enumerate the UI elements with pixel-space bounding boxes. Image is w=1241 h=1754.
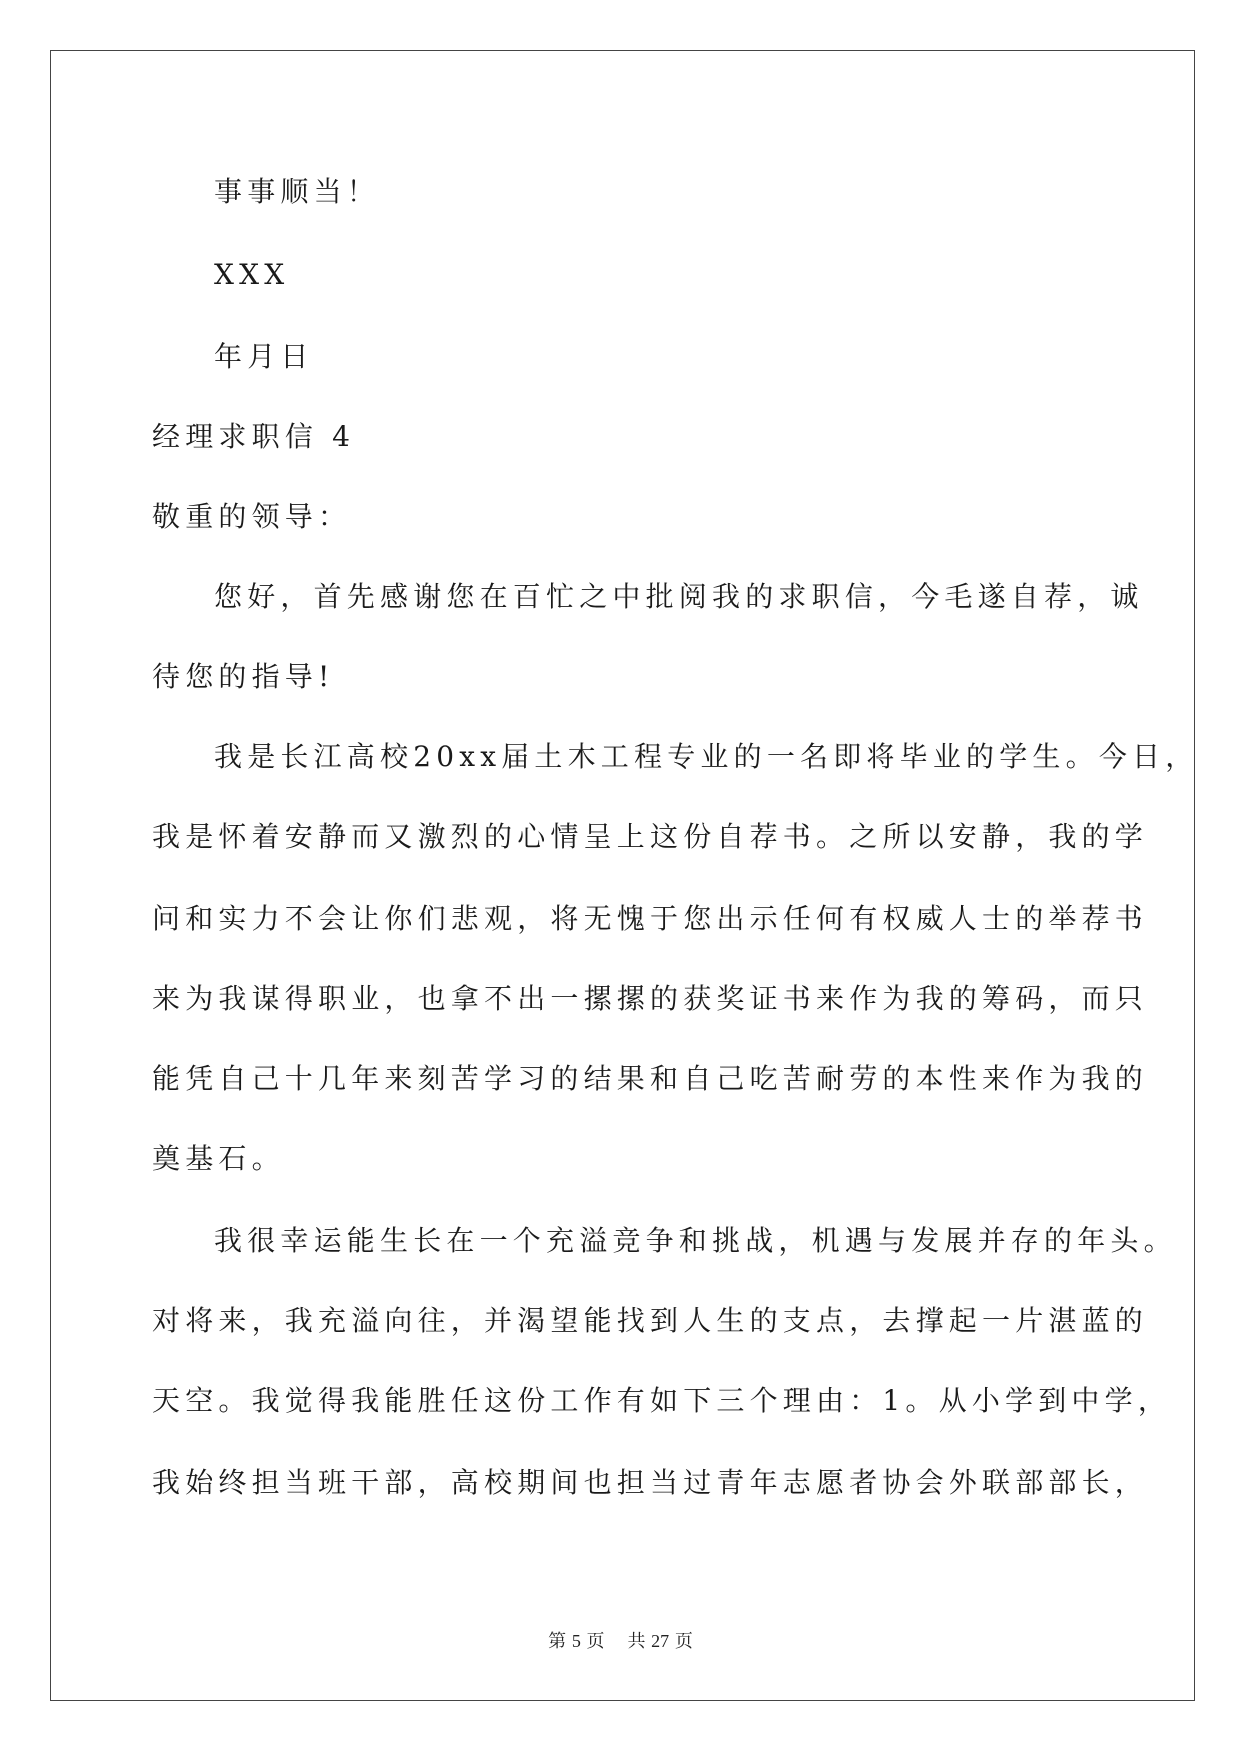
body-line: 我是长江高校20xx届土木工程专业的一名即将毕业的学生。今日， [214,740,1199,773]
body-line: 我是怀着安静而又激烈的心情呈上这份自荐书。之所以安静，我的学 [152,820,1149,853]
body-line: 我很幸运能生长在一个充溢竞争和挑战，机遇与发展并存的年头。 [214,1224,1177,1257]
signature-date: 年月日 [214,340,314,373]
footer-total-suffix: 页 [674,1631,693,1652]
page-frame [50,50,1195,1701]
body-line: 对将来，我充溢向往，并渴望能找到人生的支点，去撑起一片湛蓝的 [152,1304,1149,1337]
body-line: 能凭自己十几年来刻苦学习的结果和自己吃苦耐劳的本性来作为我的 [152,1062,1149,1095]
body-line: 待您的指导! [152,660,335,693]
page-footer [0,1630,1241,1653]
signature-name: XXX [214,258,290,291]
footer-page-number: 5 [571,1631,581,1651]
salutation: 敬重的领导： [152,500,352,533]
closing-wish: 事事顺当！ [214,175,381,208]
footer-total-pages: 27 [651,1631,670,1651]
footer-page-suffix: 页 [586,1631,605,1652]
body-line: 我始终担当班干部，高校期间也担当过青年志愿者协会外联部部长， [152,1466,1149,1499]
body-line: 来为我谋得职业，也拿不出一摞摞的获奖证书来作为我的筹码，而只 [152,982,1149,1015]
body-line: 奠基石。 [152,1142,285,1175]
body-line: 您好，首先感谢您在百忙之中批阅我的求职信，今毛遂自荐，诚 [214,580,1144,613]
section-heading: 经理求职信 4 [152,420,356,453]
footer-prefix: 第 [548,1631,567,1652]
footer-total-prefix: 共 [627,1631,646,1652]
body-line: 问和实力不会让你们悲观，将无愧于您出示任何有权威人士的举荐书 [152,902,1149,935]
body-line: 天空。我觉得我能胜任这份工作有如下三个理由：1。从小学到中学， [152,1384,1172,1417]
